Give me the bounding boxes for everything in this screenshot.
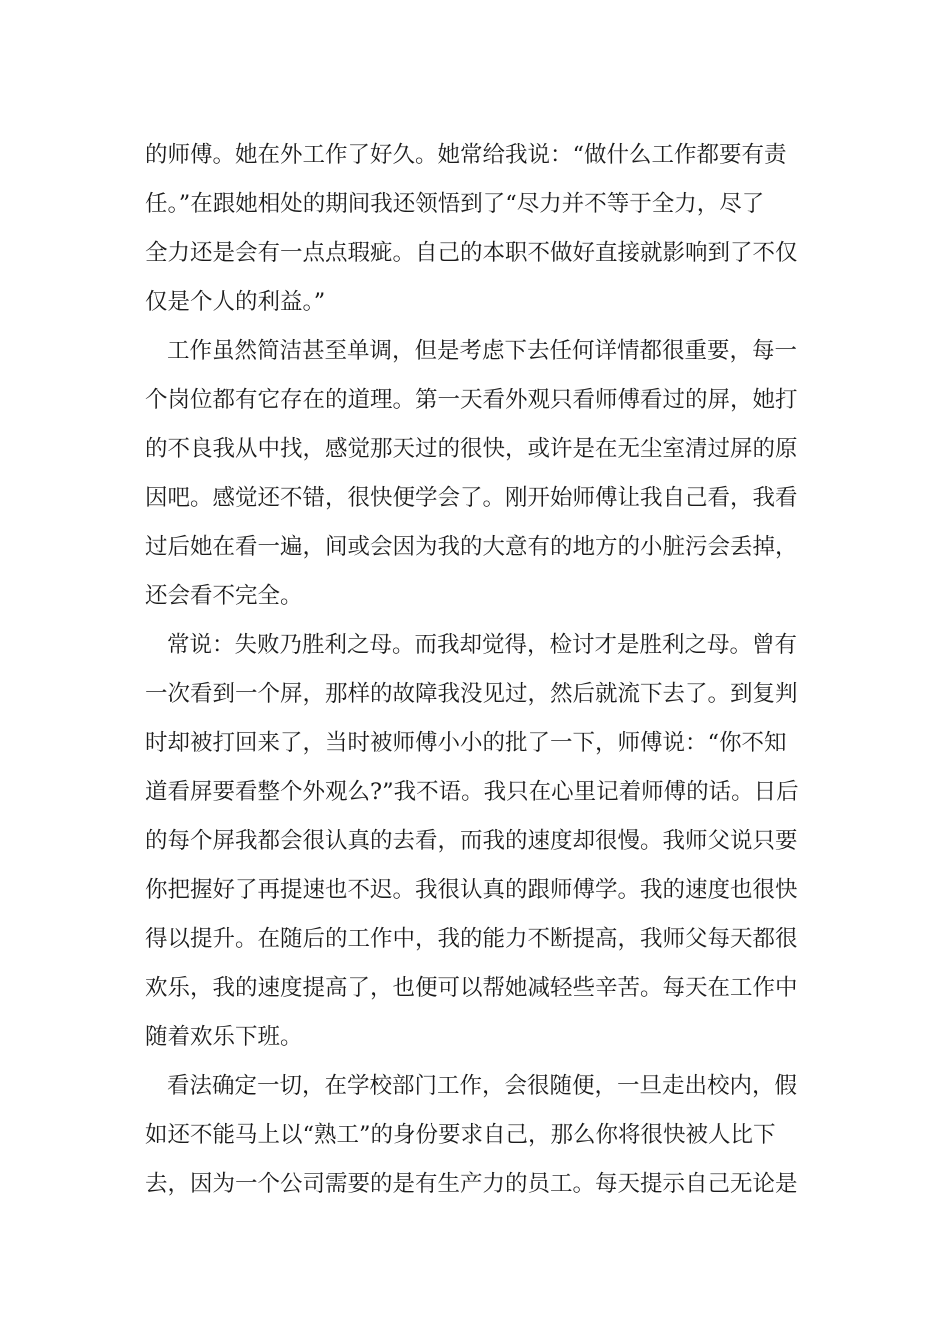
paragraph-1 [145, 131, 815, 327]
text-line: 欢乐，我的速度提高了，也便可以帮她减轻些辛苦。每天在工作中 [145, 975, 798, 1001]
text-line: 全力还是会有一点点瑕疵。自己的本职不做好直接就影响到了不仅 [145, 240, 798, 266]
text-line: 时却被打回来了，当时被师傅小小的批了一下，师傅说：“你不知 [145, 730, 787, 756]
text-line: 任。”在跟她相处的期间我还领悟到了“尽力并不等于全力，尽了 [145, 191, 765, 217]
text-line: 去，因为一个公司需要的是有生产力的员工。每天提示自己无论是 [145, 1171, 798, 1197]
text-line: 你把握好了再提速也不迟。我很认真的跟师傅学。我的速度也很快 [145, 877, 798, 903]
text-line: 看法确定一切，在学校部门工作，会很随便，一旦走出校内，假 [167, 1073, 798, 1099]
paragraph-4 [145, 1062, 815, 1209]
text-line: 道看屏要看整个外观么?”我不语。我只在心里记着师傅的话。日后 [145, 779, 799, 805]
text-line: 常说：失败乃胜利之母。而我却觉得，检讨才是胜利之母。曾有 [167, 632, 798, 658]
text-line: 仅是个人的利益。” [145, 289, 326, 315]
document-body [145, 131, 815, 1209]
text-line: 随着欢乐下班。 [145, 1024, 303, 1050]
text-line: 还会看不完全。 [145, 583, 303, 609]
paragraph-3 [145, 621, 815, 1062]
text-line: 工作虽然简洁甚至单调，但是考虑下去任何详情都很重要，每一 [167, 338, 798, 364]
text-line: 过后她在看一遍，间或会因为我的大意有的地方的小脏污会丢掉， [145, 534, 798, 560]
text-line: 得以提升。在随后的工作中，我的能力不断提高，我师父每天都很 [145, 926, 798, 952]
text-line: 如还不能马上以“熟工”的身份要求自己，那么你将很快被人比下 [145, 1122, 776, 1148]
paragraph-2 [145, 327, 815, 621]
text-line: 的师傅。她在外工作了好久。她常给我说：“做什么工作都要有责 [145, 142, 787, 168]
text-line: 个岗位都有它存在的道理。第一天看外观只看师傅看过的屏，她打 [145, 387, 798, 413]
text-line: 一次看到一个屏，那样的故障我没见过，然后就流下去了。到复判 [145, 681, 798, 707]
text-line: 的不良我从中找，感觉那天过的很快，或许是在无尘室清过屏的原 [145, 436, 798, 462]
text-line: 的每个屏我都会很认真的去看，而我的速度却很慢。我师父说只要 [145, 828, 798, 854]
text-line: 因吧。感觉还不错，很快便学会了。刚开始师傅让我自己看，我看 [145, 485, 798, 511]
